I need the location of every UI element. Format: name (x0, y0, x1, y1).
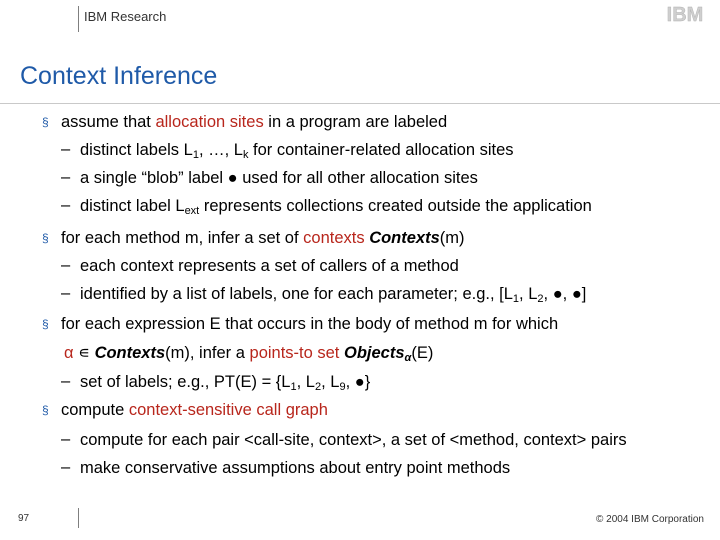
dash-marker: – (61, 372, 71, 390)
bullet-1-sub-3: distinct label $L_{ext}$ represents collections created outside the application (80, 197, 592, 217)
bullet-3-continuation: α ∊ Contexts(m), infer a points-to set Objects$_\alpha$(E) (64, 344, 434, 364)
svg-text:IBM: IBM (666, 4, 704, 24)
ibm-logo-icon (662, 4, 708, 24)
highlight-allocation-sites: allocation sites (155, 113, 264, 131)
bullet-4-sub-2: make conservative assumptions about entry point methods (80, 459, 511, 477)
slide-header (0, 0, 720, 36)
dash-marker: – (61, 284, 71, 302)
bullet-4: compute context-sensitive call graph (61, 401, 328, 419)
header-divider (78, 6, 79, 32)
bullet-1-sub-1: distinct labels $L_1$, …, $L_k$ for container-related allocation sites (80, 141, 514, 161)
highlight-call-graph: context-sensitive call graph (128, 401, 328, 419)
bullet-marker: § (42, 231, 49, 245)
bullet-1-sub-2: a single “blob” label ● used for all other allocation sites (80, 169, 478, 187)
dash-marker: – (61, 458, 71, 476)
footer-divider (78, 508, 79, 528)
page-number: 97 (18, 513, 30, 524)
dash-marker: – (61, 168, 71, 186)
bullet-2: for each method m, infer a set of contexts Contexts(m) (61, 229, 465, 247)
bullet-marker: § (42, 317, 49, 331)
highlight-contexts: contexts (303, 229, 365, 247)
bullet-2-sub-2: identified by a list of labels, one for each parameter; e.g., [$L_1$, $L_2$, ●, ●] (80, 285, 587, 305)
header-org: IBM Research (84, 9, 167, 24)
dash-marker: – (61, 196, 71, 214)
bullet-4-sub-1: compute for each pair <call-site, context>, a set of <method, context> pairs (80, 431, 627, 449)
highlight-points-to-set: points-to set (249, 344, 340, 362)
slide-title: Context Inference (20, 62, 218, 90)
bullet-3: for each expression E that occurs in the body of method m for which (61, 315, 559, 333)
bullet-marker: § (42, 403, 49, 417)
dash-marker: – (61, 140, 71, 158)
bullet-2-sub-1: each context represents a set of callers of a method (80, 257, 459, 275)
bullet-marker: § (42, 115, 49, 129)
bullet-1: assume that allocation sites in a program are labeled (61, 113, 448, 131)
dash-marker: – (61, 256, 71, 274)
title-divider (0, 103, 720, 104)
copyright: © 2004 IBM Corporation (596, 514, 704, 525)
bullet-3-sub-1: set of labels; e.g., $PT(E) = \{L_1$, $L_2$, $L_9$, ●} (80, 373, 371, 393)
dash-marker: – (61, 430, 71, 448)
